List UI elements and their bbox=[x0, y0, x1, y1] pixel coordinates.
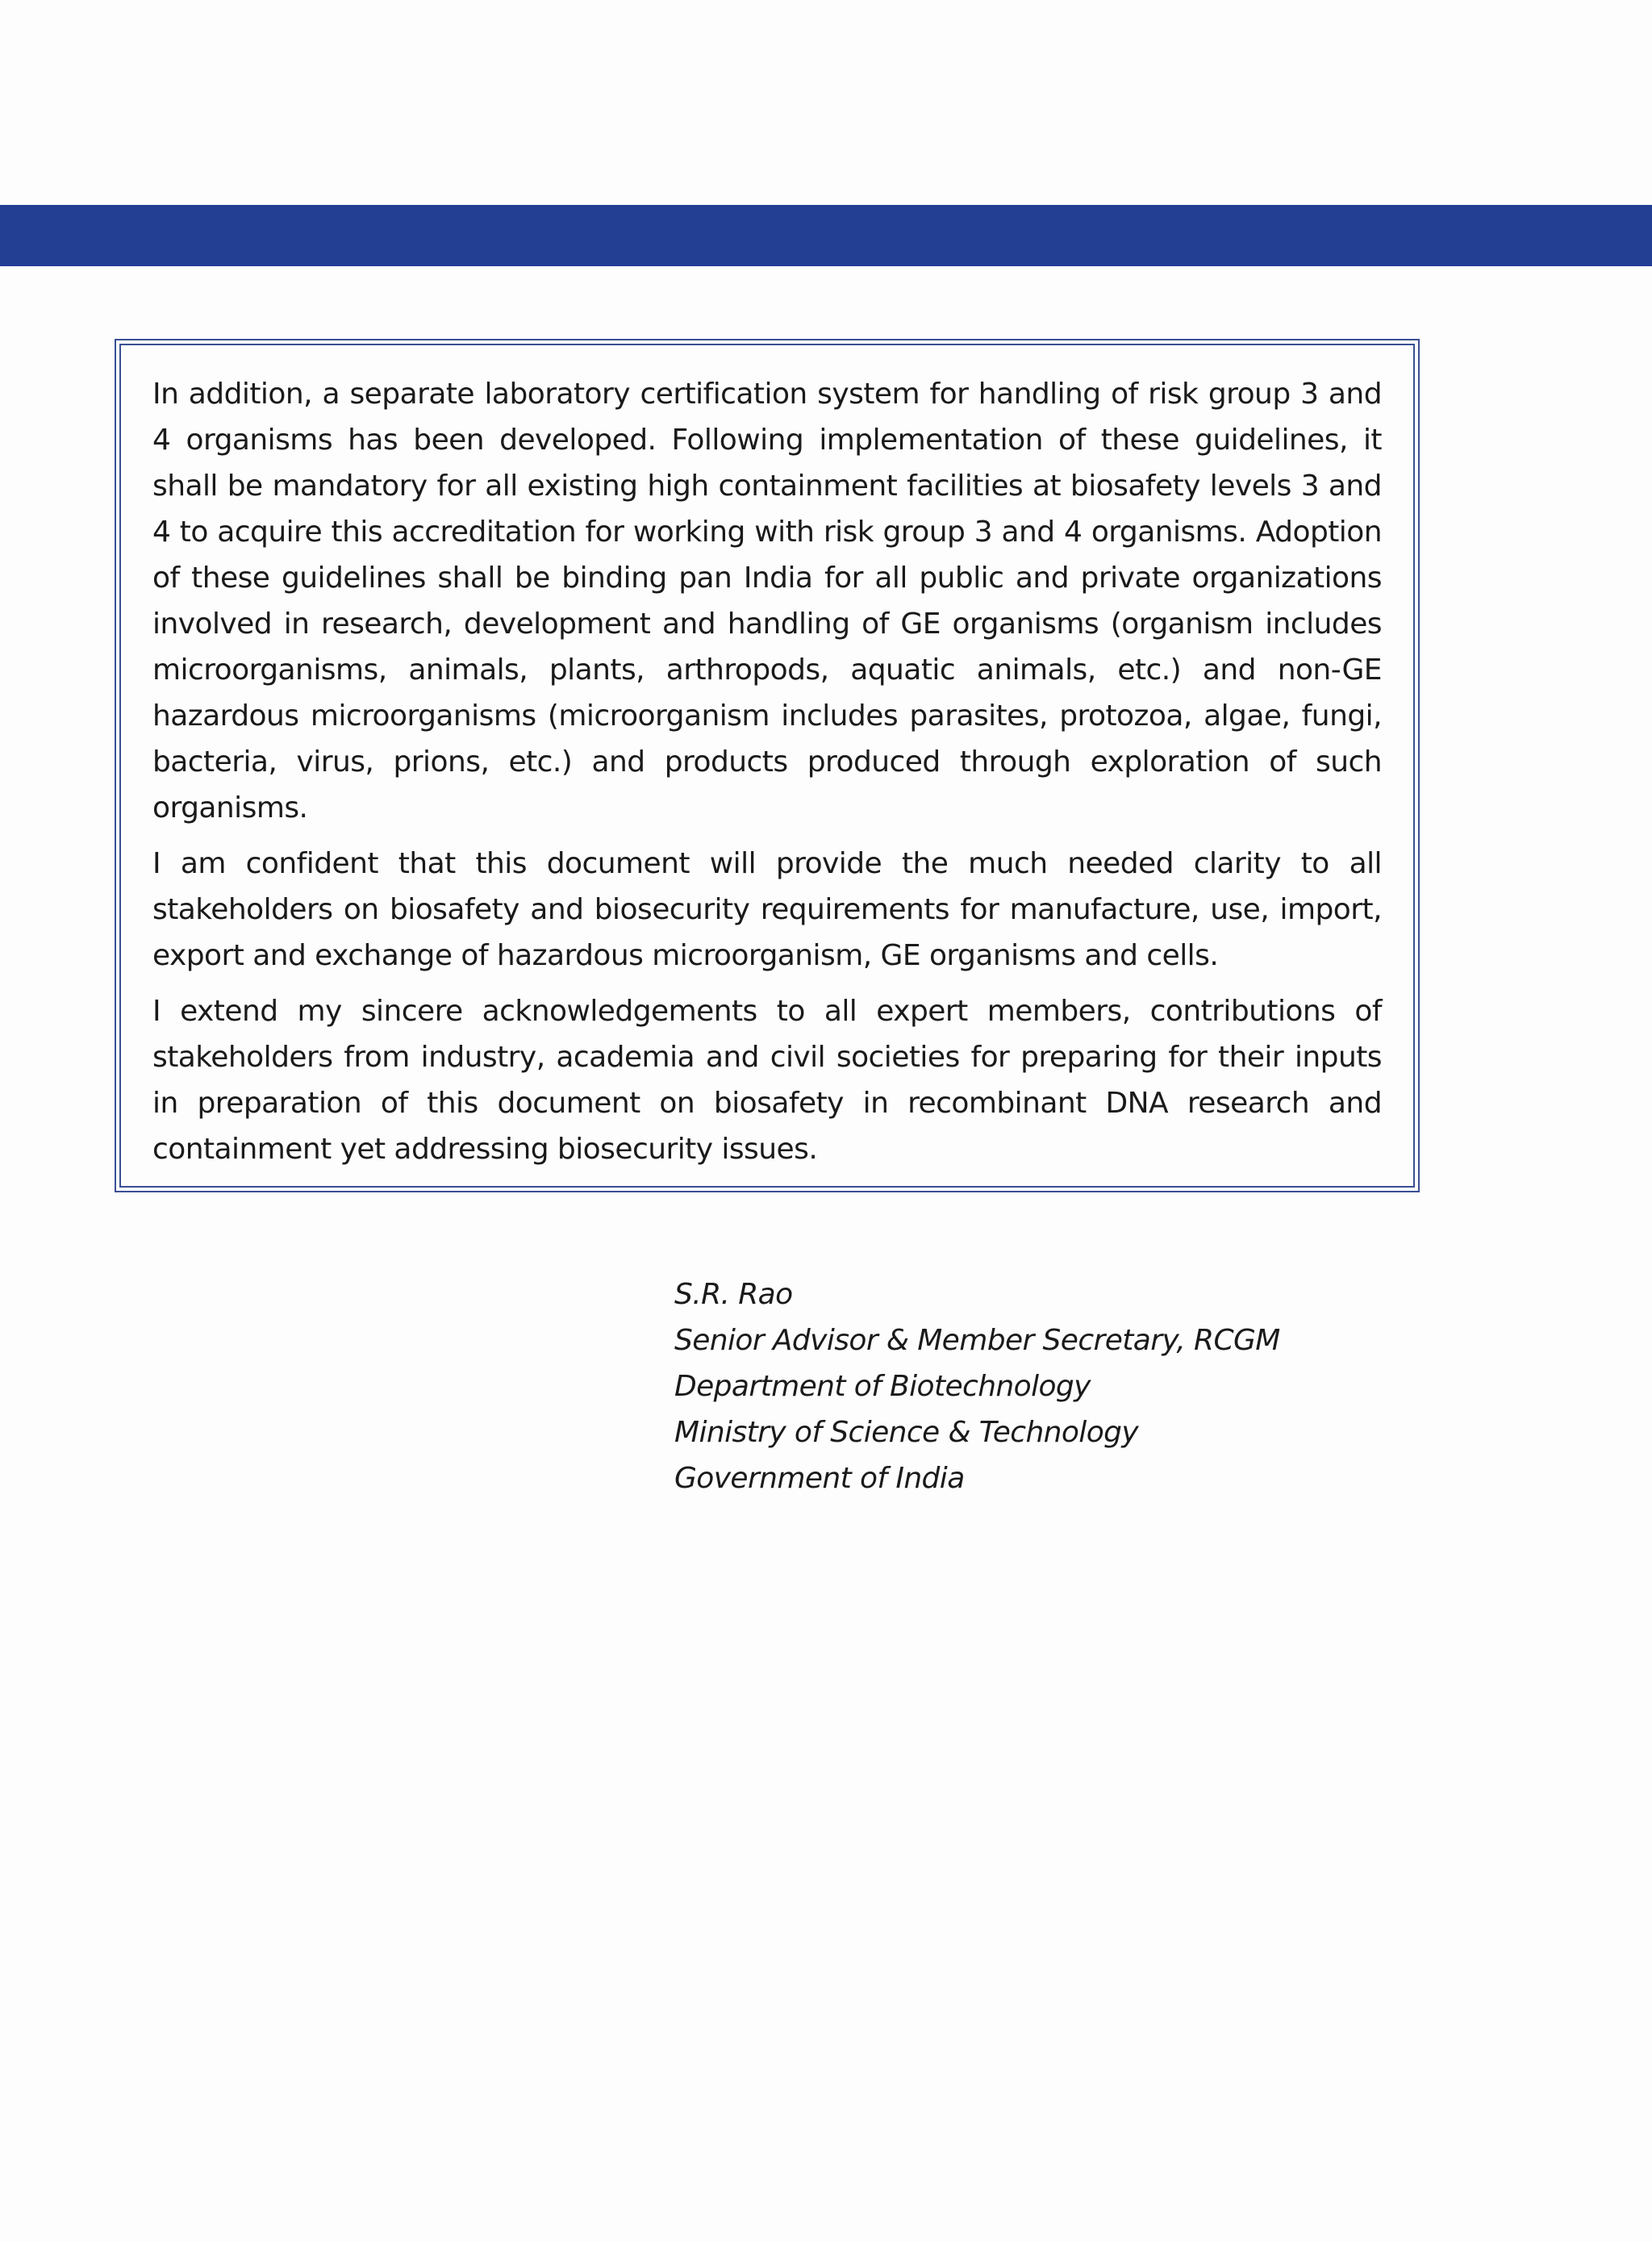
paragraph-certification: In addition, a separate laboratory certification system for handling of risk group 3 and 4 organisms has been developed. Following implementation of these guidelines, it shall be mandatory for all existing high containment facilities at biosafety levels 3 and 4 to acquire this accreditation for working with risk group 3 and 4 organisms. Adoption of these guidelines shall be binding pan India for all public and private organizations involved in research, development and handling of GE organisms (organism includes microorganisms, animals, plants, arthropods, aquatic animals, etc.) and non-GE hazardous microorganisms (microorganism includes parasites, protozoa, algae, fungi, bacteria, virus, prions, etc.) and products produced through exploration of such organisms. bbox=[152, 378, 1382, 825]
signatory-government: Government of India bbox=[674, 1462, 965, 1495]
signature-block bbox=[674, 1271, 1280, 1501]
text-frame-inner bbox=[119, 344, 1415, 1188]
signatory-department: Department of Biotechnology bbox=[674, 1370, 1091, 1403]
paragraph-acknowledgements: I extend my sincere acknowledgements to all expert members, contributions of stakeholders from industry, academia and civil societies for preparing for their inputs in preparation of this document on biosafety in recombinant DNA research and containment yet addressing biosecurity issues. bbox=[152, 995, 1382, 1166]
signatory-ministry: Ministry of Science & Technology bbox=[674, 1416, 1139, 1449]
text-frame bbox=[115, 339, 1420, 1192]
signatory-name: S.R. Rao bbox=[674, 1278, 793, 1311]
signatory-title: Senior Advisor & Member Secretary, RCGM bbox=[674, 1324, 1280, 1357]
paragraph-confidence: I am confident that this document will provide the much needed clarity to all stakeholders on biosafety and biosecurity requirements for manufacture, use, import, export and exchange of hazardous microorganism, GE organisms and cells. bbox=[152, 847, 1382, 972]
header-band bbox=[0, 205, 1652, 266]
